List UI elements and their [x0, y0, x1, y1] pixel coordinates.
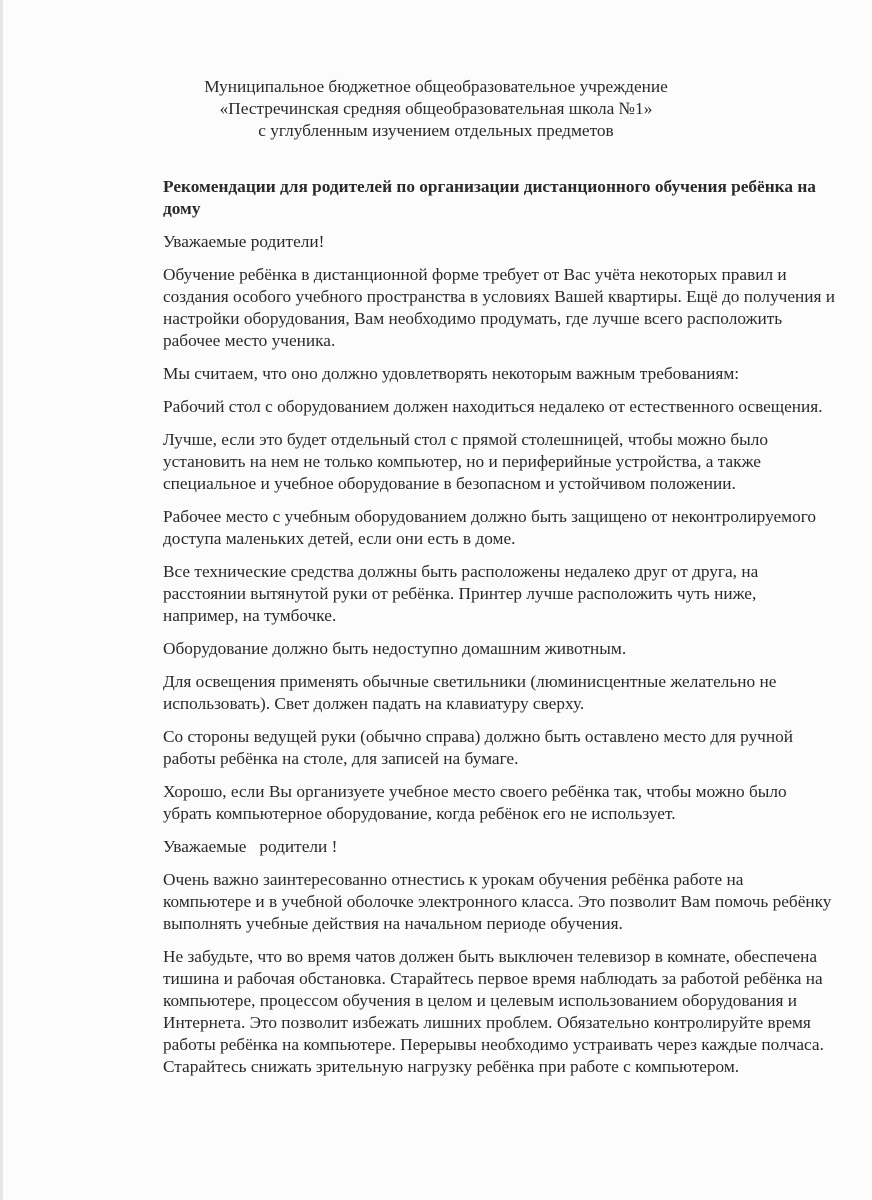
paragraph-line: работы ребёнка на компьютере. Перерывы необходимо устраивать через каждые полчаса.	[163, 1035, 824, 1054]
paragraph	[163, 671, 863, 715]
paragraph-line: Рабочий стол с оборудованием должен находиться недалеко от естественного освещения.	[163, 397, 823, 416]
paragraph	[163, 561, 863, 627]
paragraph-line: рабочее место ученика.	[163, 331, 336, 350]
title-line: дому	[163, 199, 201, 218]
paragraph-line: Со стороны ведущей руки (обычно справа) должно быть оставлено место для ручной	[163, 727, 793, 746]
paragraph-line: Лучше, если это будет отдельный стол с прямой столешницей, чтобы можно было	[163, 430, 769, 449]
paragraph-line: расстоянии вытянутой руки от ребёнка. Принтер лучше расположить чуть ниже,	[163, 584, 757, 603]
paragraph-line: доступа маленьких детей, если они есть в доме.	[163, 529, 516, 548]
paragraph	[163, 946, 863, 1078]
paragraph-line: установить на нем не только компьютер, но и периферийные устройства, а также	[163, 452, 761, 471]
paragraph-line: Все технические средства должны быть расположены недалеко друг от друга, на	[163, 562, 759, 581]
paragraph-line: Оборудование должно быть недоступно домашним животным.	[163, 639, 627, 658]
paragraph-line: тишина и рабочая обстановка. Старайтесь первое время наблюдать за работой ребёнка на	[163, 969, 823, 988]
paragraph-line: Обучение ребёнка в дистанционной форме требует от Вас учёта некоторых правил и	[163, 265, 787, 284]
paragraph	[163, 429, 863, 495]
title-line: Рекомендации для родителей по организации дистанционного обучения ребёнка на	[163, 177, 816, 196]
paragraph-line: работы ребёнка на столе, для записей на бумаге.	[163, 749, 519, 768]
document-body	[163, 176, 863, 1078]
paragraph	[163, 726, 863, 770]
paragraph	[163, 363, 863, 385]
header-line: «Пестречинская средняя общеобразовательная школа №1»	[219, 99, 653, 118]
paragraph-line: использовать). Свет должен падать на клавиатуру сверху.	[163, 694, 585, 713]
paragraph	[163, 264, 863, 352]
document-title	[163, 176, 863, 220]
paragraphs	[163, 231, 863, 1078]
paragraph-line: Старайтесь снижать зрительную нагрузку ребёнка при работе с компьютером.	[163, 1057, 740, 1076]
paragraph	[163, 231, 863, 253]
paragraph-line: Интернета. Это позволит избежать лишних проблем. Обязательно контролируйте время	[163, 1013, 811, 1032]
paragraph-line: Уважаемые родители !	[163, 837, 338, 856]
paragraph-line: Очень важно заинтересованно отнестись к урокам обучения ребёнка работе на	[163, 870, 744, 889]
paragraph-line: специальное и учебное оборудование в безопасном и устойчивом положении.	[163, 474, 736, 493]
paragraph-line: компьютере и в учебной оболочке электронного класса. Это позволит Вам помочь ребёнку	[163, 892, 832, 911]
header-line: Муниципальное бюджетное общеобразовательное учреждение	[204, 77, 668, 96]
paragraph-line: Уважаемые родители!	[163, 232, 325, 251]
paragraph-line: компьютере, процессом обучения в целом и целевым использованием оборудования и	[163, 991, 798, 1010]
paragraph-line: настройки оборудования, Вам необходимо продумать, где лучше всего расположить	[163, 309, 783, 328]
paragraph-line: убрать компьютерное оборудование, когда ребёнок его не использует.	[163, 804, 676, 823]
paragraph	[163, 781, 863, 825]
paragraph	[163, 506, 863, 550]
paragraph-line: Хорошо, если Вы организуете учебное место своего ребёнка так, чтобы можно было	[163, 782, 787, 801]
paragraph-line: выполнять учебные действия на начальном периоде обучения.	[163, 914, 623, 933]
header-line: с углубленным изучением отдельных предметов	[258, 121, 614, 140]
scan-edge	[0, 0, 3, 1200]
paragraph-line: Мы считаем, что оно должно удовлетворять некоторым важным требованиям:	[163, 364, 740, 383]
paragraph-line: Для освещения применять обычные светильники (люминисцентные желательно не	[163, 672, 777, 691]
paragraph-line: Не забудьте, что во время чатов должен быть выключен телевизор в комнате, обеспечена	[163, 947, 818, 966]
paragraph	[163, 869, 863, 935]
paragraph	[163, 836, 863, 858]
paragraph-line: например, на тумбочке.	[163, 606, 337, 625]
paragraph-line: Рабочее место с учебным оборудованием должно быть защищено от неконтролируемого	[163, 507, 817, 526]
institution-header	[0, 76, 872, 142]
paragraph	[163, 396, 863, 418]
paragraph-line: создания особого учебного пространства в условиях Вашей квартиры. Ещё до получения и	[163, 287, 836, 306]
paragraph	[163, 638, 863, 660]
